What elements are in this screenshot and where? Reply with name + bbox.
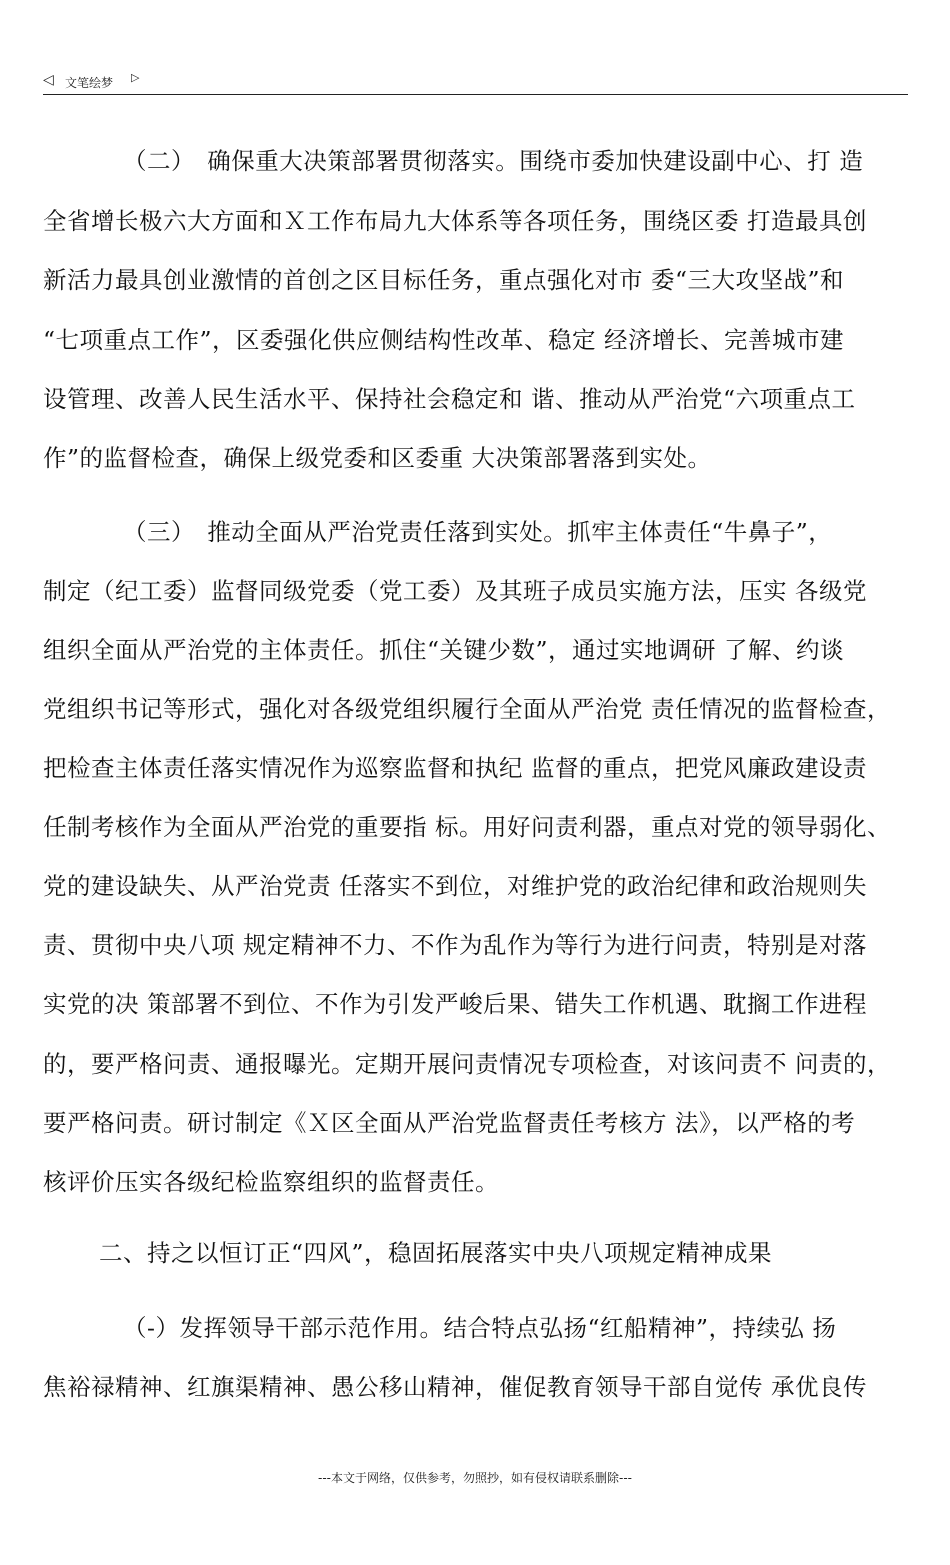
text-line: 把检查主体责任落实情况作为巡察监督和执纪 监督的重点，把党风廉政建设责	[43, 754, 867, 782]
left-arrow-icon: ◁	[43, 72, 54, 88]
footer-disclaimer: ---本文于网络，仅供参考，勿照抄，如有侵权请联系删除---	[318, 1471, 632, 1485]
page-header	[43, 68, 908, 95]
text-line: 全省增长极六大方面和Ｘ工作布局九大体系等各项任务，围绕区委 打造最具创	[43, 207, 867, 235]
text-line: 设管理、改善人民生活水平、保持社会稳定和 谐、推动从严治党“六项重点工	[43, 385, 856, 413]
text-line: 党的建设缺失、从严治党责 任落实不到位，对维护党的政治纪律和政治规则失	[43, 872, 867, 900]
right-arrow-icon: ▷	[131, 71, 140, 84]
text-line: 责、贯彻中央八项 规定精神不力、不作为乱作为等行为进行问责，特别是对落	[43, 931, 867, 959]
text-line: 核评价压实各级纪检监察组织的监督责任。	[43, 1168, 499, 1196]
text-line: “七项重点工作”，区委强化供应侧结构性改革、稳定 经济增长、完善城市建	[43, 326, 844, 354]
text-line: （-）发挥领导干部示范作用。结合特点弘扬“红船精神”，持续弘 扬	[123, 1314, 837, 1342]
text-line: 任制考核作为全面从严治党的重要指 标。用好问责利器，重点对党的领导弱化、	[43, 813, 891, 841]
section-heading: 二、持之以恒订正“四风”，稳固拓展落实中央八项规定精神成果	[99, 1239, 773, 1267]
text-line: 作”的监督检查，确保上级党委和区委重 大决策部署落到实处。	[43, 444, 712, 472]
text-line: （三） 推动全面从严治党责任落到实处。抓牢主体责任“牛鼻子”，	[123, 518, 833, 546]
header-brand: 文笔绘梦	[65, 76, 114, 90]
text-line: 焦裕禄精神、红旗渠精神、愚公移山精神，催促教育领导干部自觉传 承优良传	[43, 1373, 867, 1401]
text-line: （二） 确保重大决策部署贯彻落实。围绕市委加快建设副中心、打 造	[123, 147, 864, 175]
text-line: 党组织书记等形式，强化对各级党组织履行全面从严治党 责任情况的监督检查，	[43, 695, 891, 723]
text-line: 实党的决 策部署不到位、不作为引发严峻后果、错失工作机遇、耽搁工作进程	[43, 990, 867, 1018]
text-line: 制定（纪工委）监督同级党委（党工委）及其班子成员实施方法，压实 各级党	[43, 577, 867, 605]
text-line: 组织全面从严治党的主体责任。抓住“关键少数”，通过实地调研 了解、约谈	[43, 636, 844, 664]
text-line: 要严格问责。研讨制定《Ｘ区全面从严治党监督责任考核方 法》，以严格的考	[43, 1109, 856, 1137]
text-line: 的，要严格问责、通报曝光。定期开展问责情况专项检查，对该问责不 问责的，	[43, 1050, 891, 1078]
text-line: 新活力最具创业激情的首创之区目标任务，重点强化对市 委“三大攻坚战”和	[43, 266, 844, 294]
